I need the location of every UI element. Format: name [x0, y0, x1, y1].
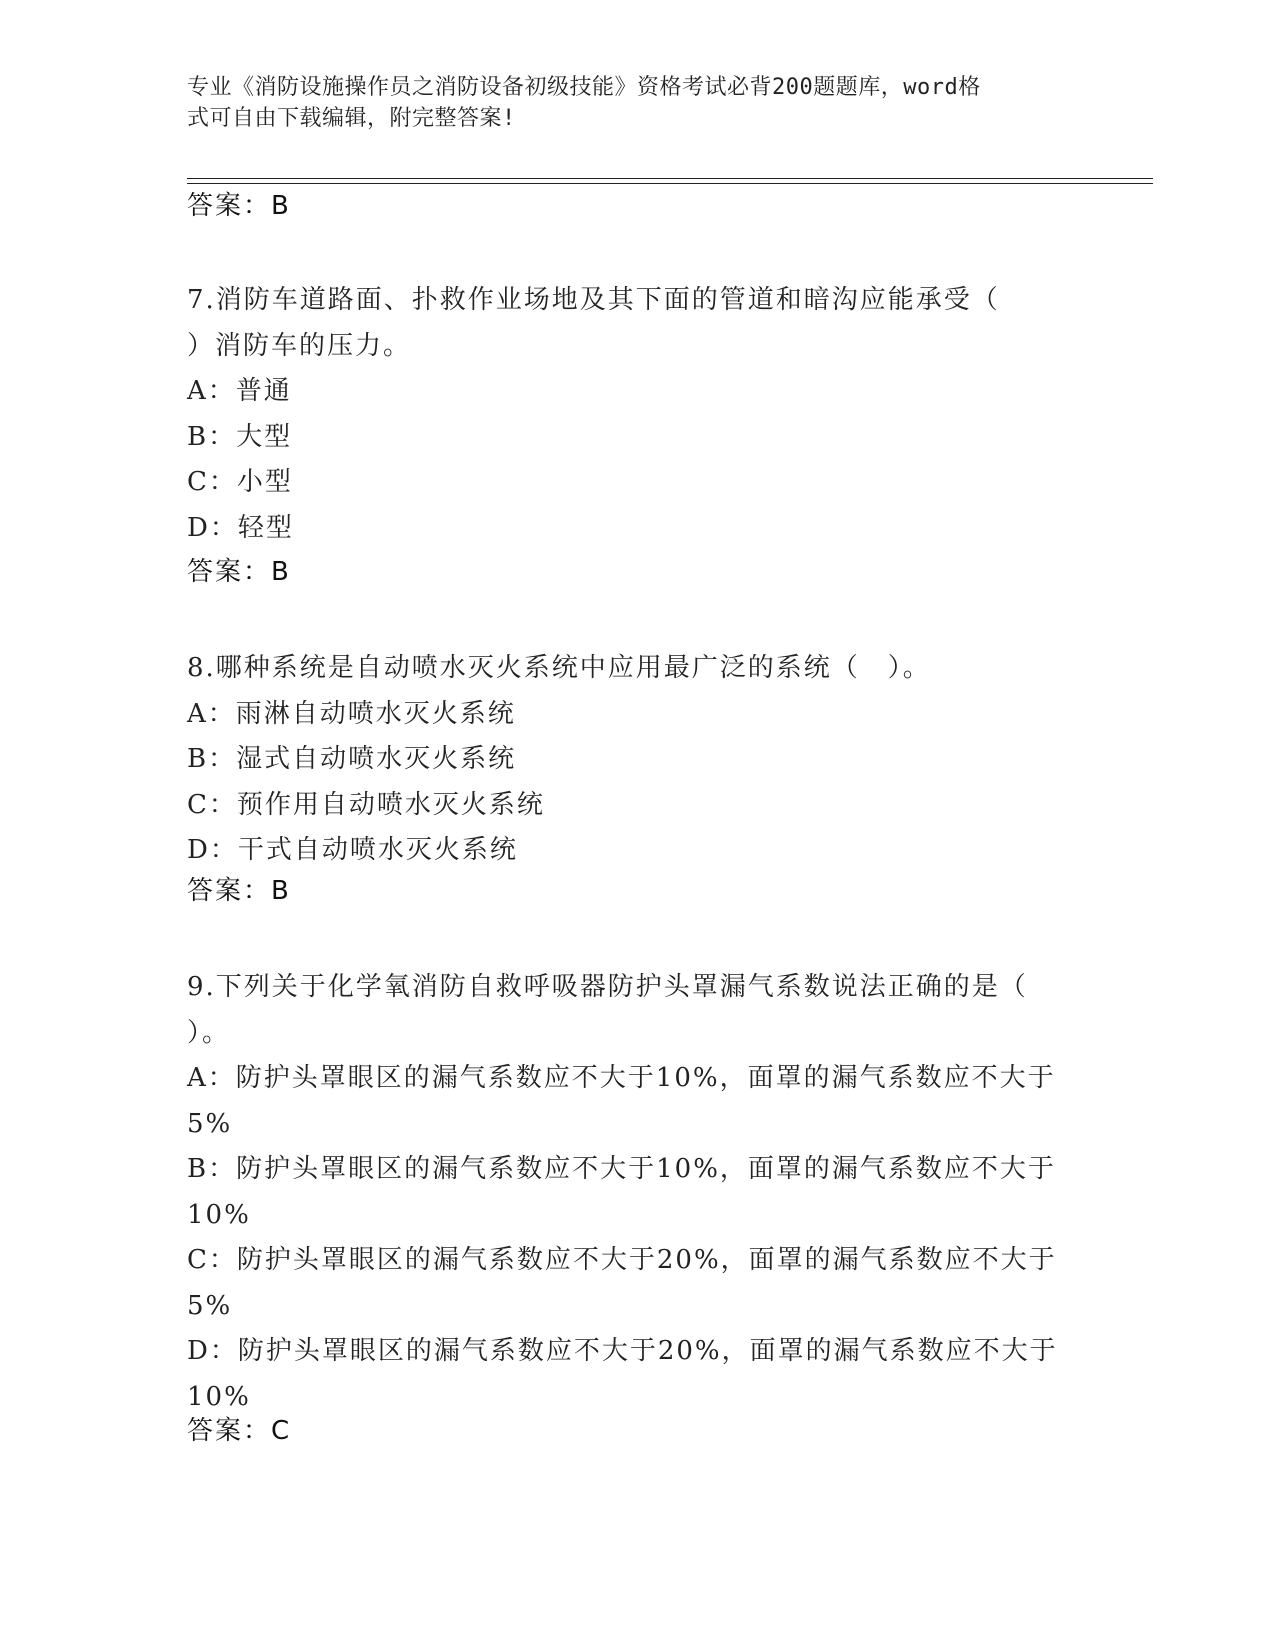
question-stem: 9.下列关于化学氧消防自救呼吸器防护头罩漏气系数说法正确的是（ [187, 972, 1028, 1002]
option-d-cont: 10% [187, 1381, 251, 1412]
option-a-cont: 5% [187, 1108, 233, 1139]
option-a: A：雨淋自动喷水灭火系统 [187, 698, 516, 729]
header-divider-bottom [187, 183, 1153, 184]
option-c-cont: 5% [187, 1290, 233, 1321]
question-stem: 7.消防车道路面、扑救作业场地及其下面的管道和暗沟应能承受（ [187, 285, 1000, 315]
option-c: C：预作用自动喷水灭火系统 [187, 789, 545, 820]
header-line-1: 专业《消防设施操作员之消防设备初级技能》资格考试必背200题题库，word格 [187, 75, 981, 100]
option-a: A：普通 [187, 376, 292, 406]
option-d: D：干式自动喷水灭火系统 [187, 835, 518, 865]
answer-9: 答案：C [187, 1416, 292, 1446]
option-b-cont: 10% [187, 1199, 251, 1230]
option-d: D：轻型 [187, 512, 294, 543]
option-d: D：防护头罩眼区的漏气系数应不大于20%，面罩的漏气系数应不大于 [187, 1336, 1058, 1366]
question-stem-cont: ）消防车的压力。 [187, 330, 412, 361]
option-b: B：湿式自动喷水灭火系统 [187, 744, 517, 774]
option-b: B：防护头罩眼区的漏气系数应不大于10%，面罩的漏气系数应不大于 [187, 1154, 1056, 1184]
option-a: A：防护头罩眼区的漏气系数应不大于10%，面罩的漏气系数应不大于 [187, 1063, 1056, 1093]
option-c: C：防护头罩眼区的漏气系数应不大于20%，面罩的漏气系数应不大于 [187, 1245, 1057, 1275]
option-b: B：大型 [187, 421, 293, 452]
question-7 [187, 278, 1077, 551]
answer-8: 答案：B [187, 876, 291, 906]
header-line-2: 式可自由下载编辑，附完整答案! [187, 106, 516, 131]
answer-prev: 答案：B [187, 191, 291, 221]
option-c: C：小型 [187, 467, 293, 497]
question-stem: 8.哪种系统是自动喷水灭火系统中应用最广泛的系统（ ）。 [187, 653, 931, 683]
question-9 [187, 965, 1077, 1420]
document-header [187, 72, 1067, 134]
answer-7: 答案：B [187, 557, 291, 587]
header-divider-top [187, 178, 1153, 179]
question-stem-cont: ）。 [187, 1017, 231, 1048]
question-8 [187, 646, 1077, 874]
